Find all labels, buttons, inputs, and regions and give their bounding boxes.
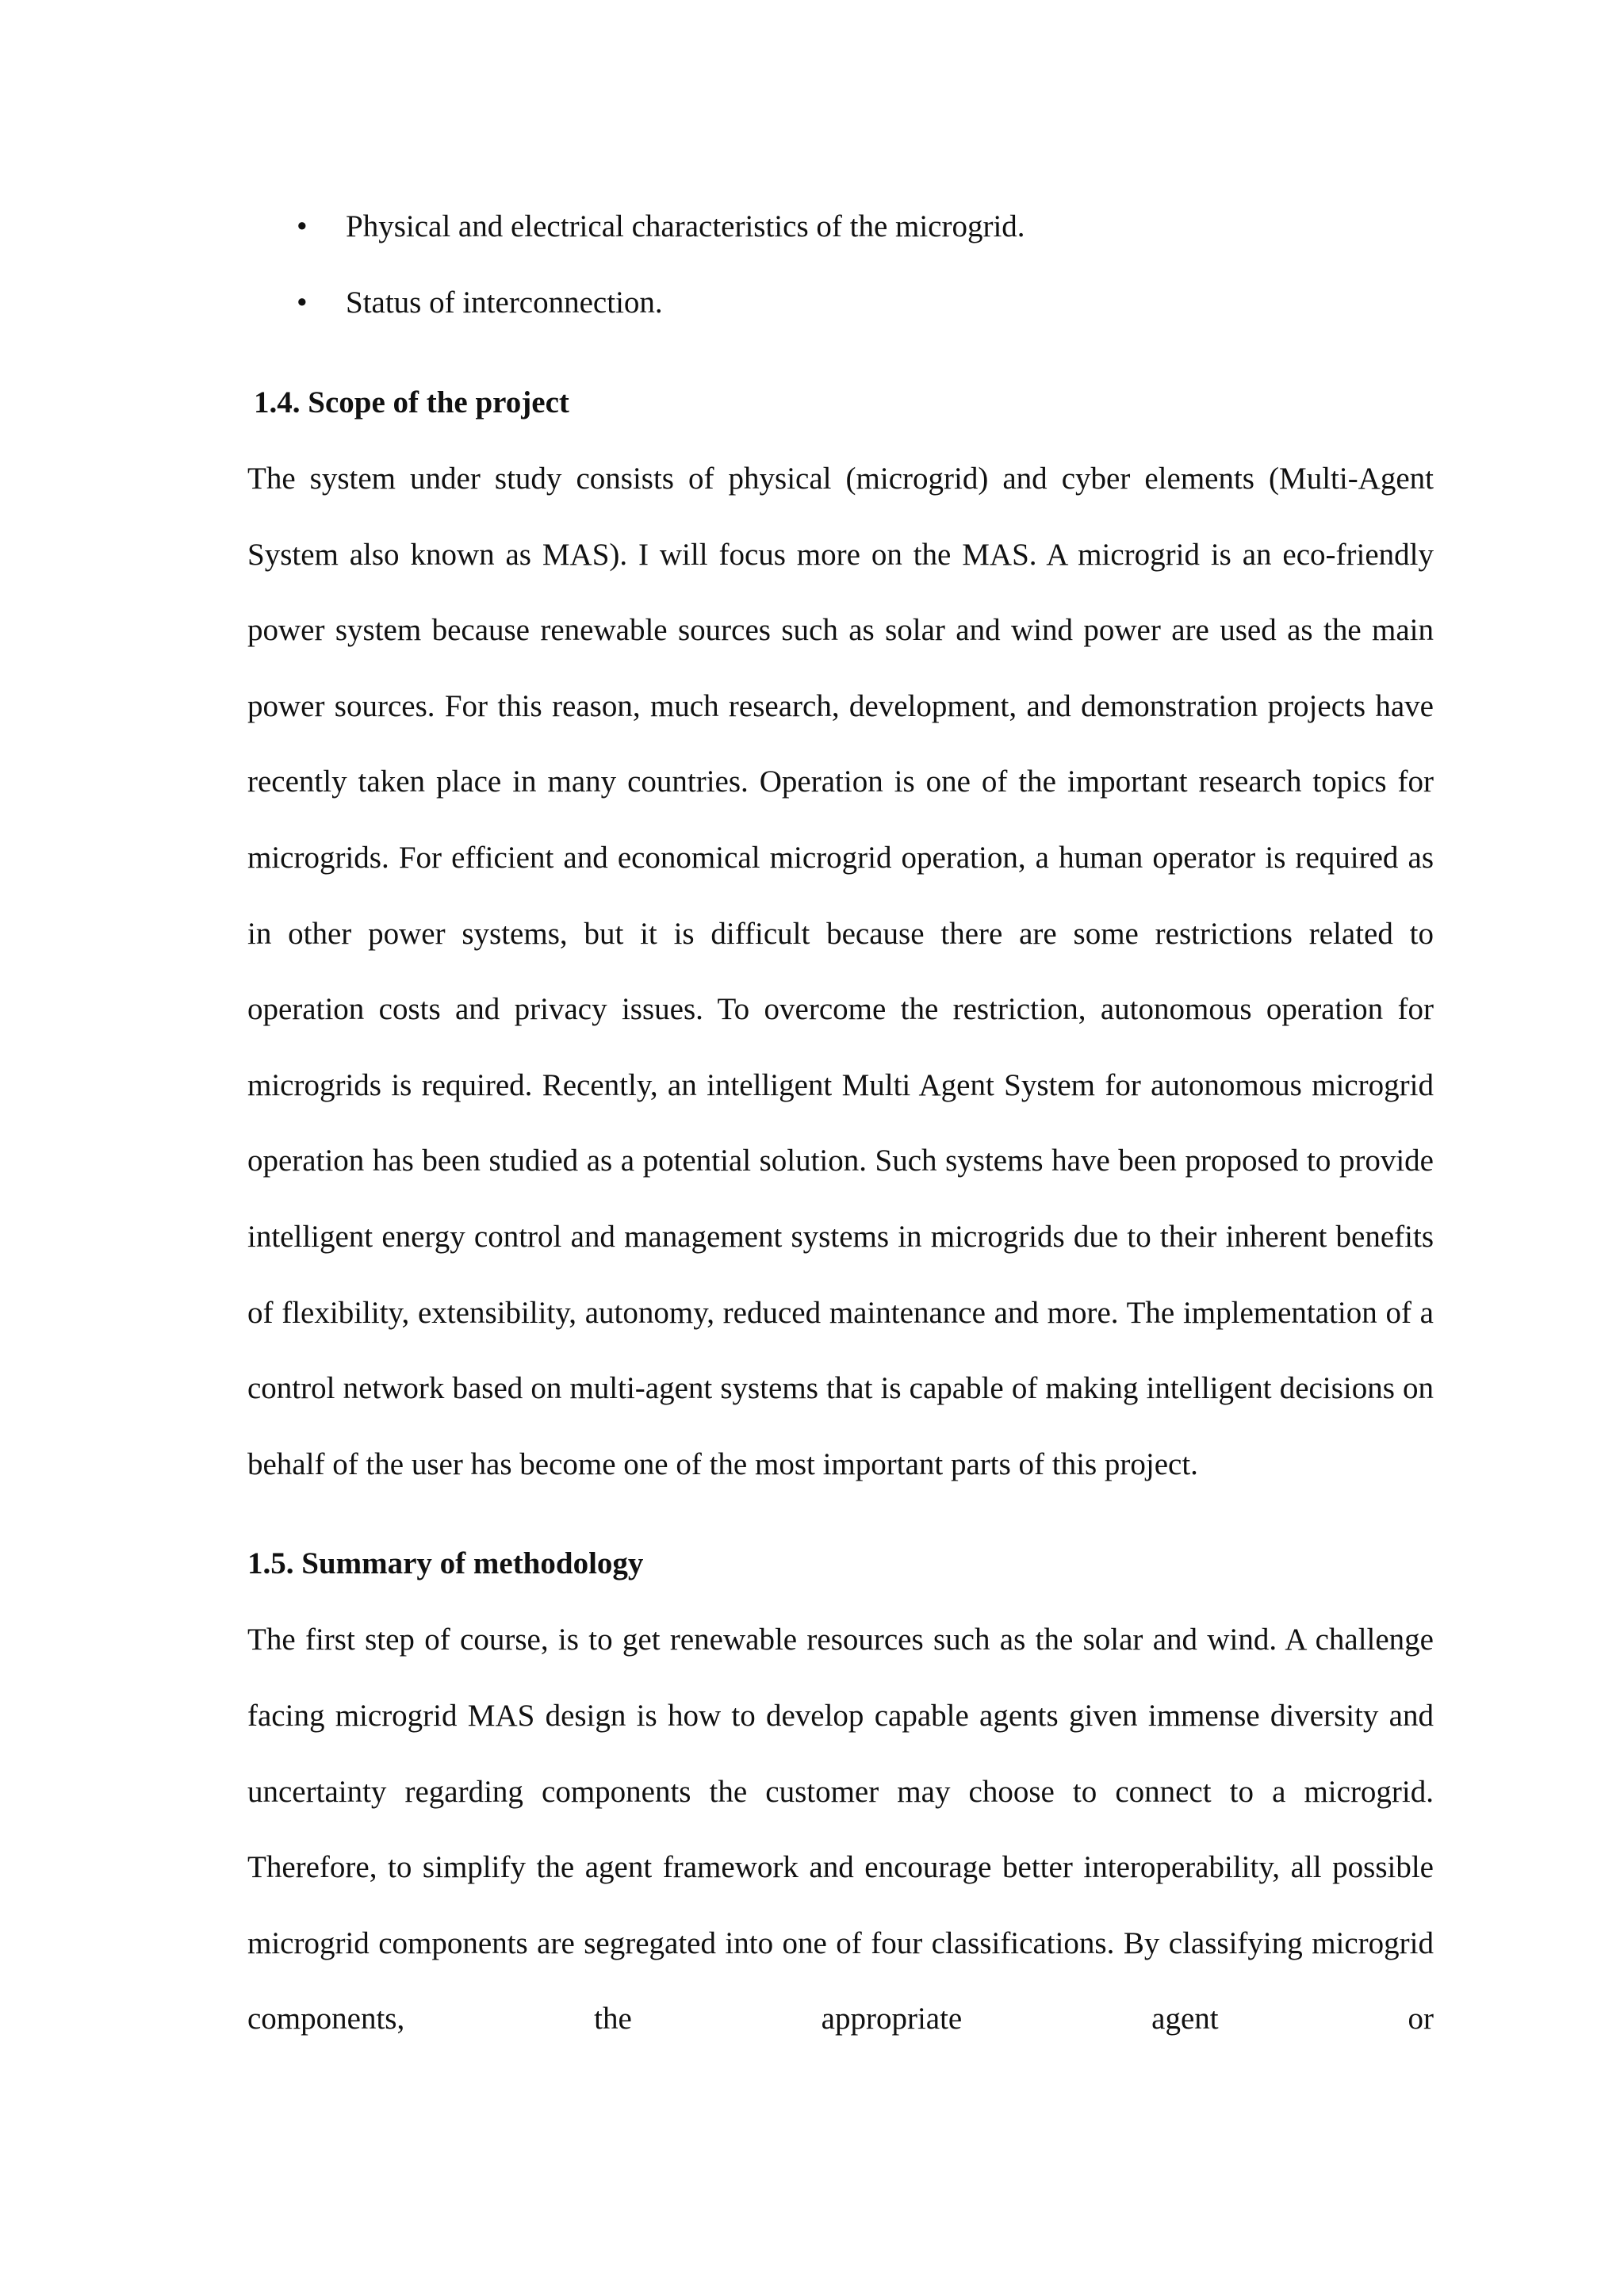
bullet-text: Physical and electrical characteristics of the microgrid. xyxy=(346,209,1025,243)
bullet-icon: • xyxy=(297,209,308,243)
document-page xyxy=(247,189,1434,2057)
section-paragraph-methodology: The first step of course, is to get renewable resources such as the solar and wind. A challenge facing microgrid MAS design is how to develop capable agents given immense diversity and uncertainty regarding components the customer may choose to connect to a microgrid. Therefore, to simplify the agent framework and encourage better interoperability, all possible microgrid components are segregated into one of four classifications. By classifying microgrid components, the appropriate agent or xyxy=(247,1623,1434,2036)
list-item xyxy=(247,265,1434,341)
section-heading-scope: 1.4. Scope of the project xyxy=(254,385,569,420)
list-item xyxy=(247,189,1434,265)
bullet-icon: • xyxy=(297,285,308,320)
section-heading-methodology: 1.5. Summary of methodology xyxy=(247,1546,644,1581)
bullet-list xyxy=(247,189,1434,341)
bullet-text: Status of interconnection. xyxy=(346,285,663,320)
section-paragraph-scope: The system under study consists of physical (microgrid) and cyber elements (Multi-Agent System also known as MAS). I will focus more on the MAS. A microgrid is an eco-friendly power system because renewable sources such as solar and wind power are used as the main power sources. For this reason, much research, development, and demonstration projects have recently taken place in many countries. Operation is one of the important research topics for microgrids. For efficient and economical microgrid operation, a human operator is required as in other power systems, but it is difficult because there are some restrictions related to operation costs and privacy issues. To overcome the restriction, autonomous operation for microgrids is required. Recently, an intelligent Multi Agent System for autonomous microgrid operation has been studied as a potential solution. Such systems have been proposed to provide intelligent energy control and management systems in microgrids due to their inherent benefits of flexibility, extensibility, autonomy, reduced maintenance and more. The implementation of a control network based on multi-agent systems that is capable of making intelligent decisions on behalf of the user has become one of the most important parts of this project. xyxy=(247,462,1434,1481)
